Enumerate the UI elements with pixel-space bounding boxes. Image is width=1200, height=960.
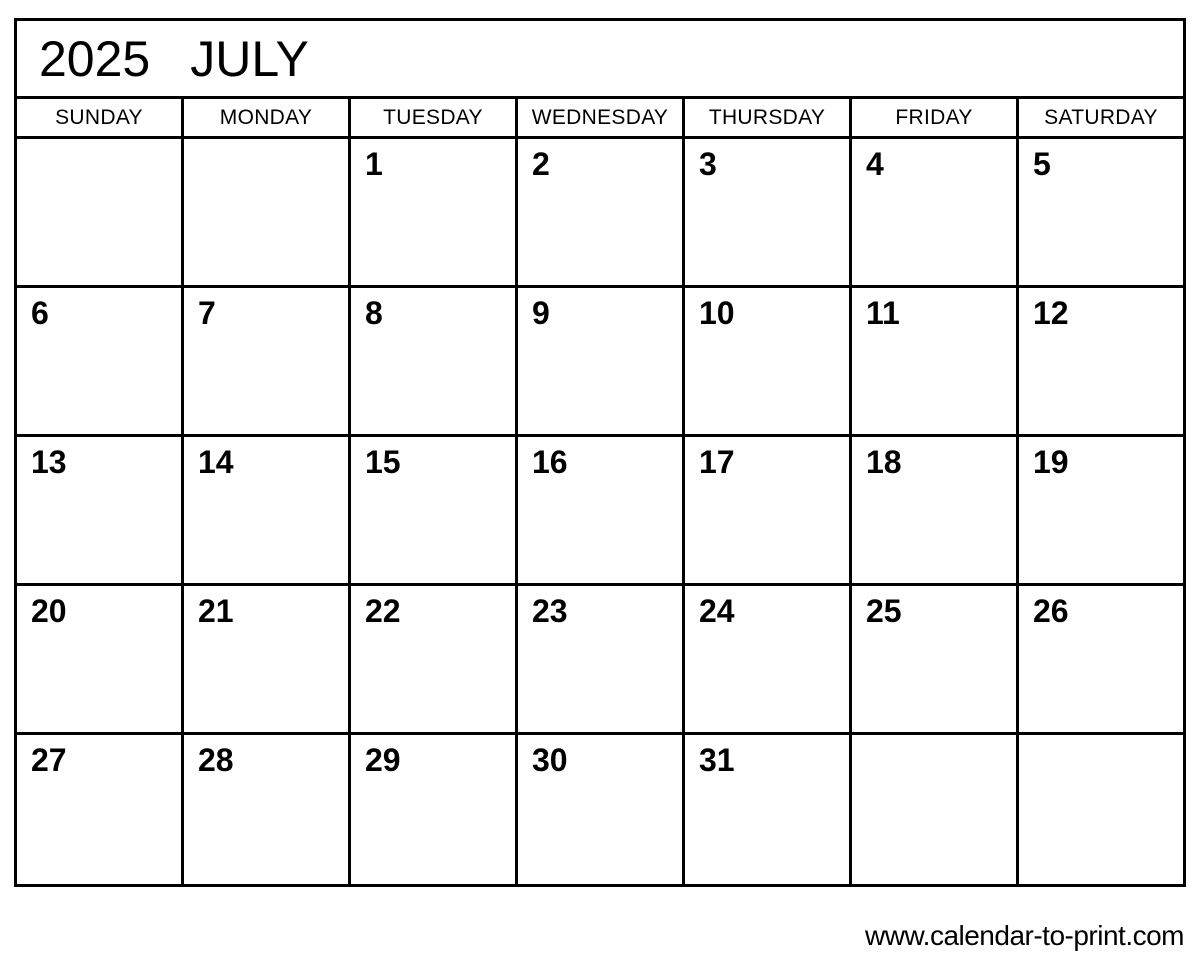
day-number: 19 [1033,444,1069,480]
day-cell[interactable] [17,437,184,583]
day-number: 12 [1033,295,1069,331]
day-number: 29 [365,742,401,778]
day-number: 5 [1033,146,1051,182]
day-number: 11 [866,295,900,331]
day-cell[interactable] [184,735,351,884]
weekday-wednesday: WEDNESDAY [518,99,685,136]
day-cell[interactable] [351,735,518,884]
day-number: 26 [1033,593,1069,629]
day-number: 27 [31,742,67,778]
day-number: 30 [532,742,568,778]
weekday-monday: MONDAY [184,99,351,136]
day-cell[interactable] [184,586,351,732]
day-cell[interactable] [1019,735,1183,884]
day-cell[interactable] [685,288,852,434]
day-number: 28 [198,742,234,778]
day-number: 18 [866,444,902,480]
day-number: 21 [198,593,234,629]
week-row [17,586,1183,735]
day-number: 31 [699,742,735,778]
day-cell[interactable] [17,139,184,285]
day-cell[interactable] [518,288,685,434]
day-number: 15 [365,444,401,480]
day-cell[interactable] [351,437,518,583]
day-cell[interactable] [1019,437,1183,583]
day-cell[interactable] [852,586,1019,732]
day-number: 14 [198,444,234,480]
day-cell[interactable] [685,437,852,583]
day-cell[interactable] [852,437,1019,583]
day-cell[interactable] [1019,288,1183,434]
day-number: 23 [532,593,568,629]
day-number: 9 [532,295,550,331]
day-number: 8 [365,295,383,331]
day-cell[interactable] [518,437,685,583]
day-cell[interactable] [17,288,184,434]
weekday-tuesday: TUESDAY [351,99,518,136]
day-cell[interactable] [685,586,852,732]
day-number: 2 [532,146,550,182]
day-cell[interactable] [351,586,518,732]
weekday-header-row [17,99,1183,139]
day-cell[interactable] [852,288,1019,434]
weekday-thursday: THURSDAY [685,99,852,136]
week-row [17,139,1183,288]
day-number: 24 [699,593,735,629]
day-number: 10 [699,295,735,331]
day-number: 4 [866,146,884,182]
weekday-friday: FRIDAY [852,99,1019,136]
day-cell[interactable] [351,139,518,285]
calendar-title [17,21,1183,99]
day-cell[interactable] [852,735,1019,884]
day-number: 6 [31,295,49,331]
day-cell[interactable] [518,586,685,732]
day-number: 13 [31,444,67,480]
day-cell[interactable] [685,139,852,285]
day-number: 25 [866,593,902,629]
day-cell[interactable] [518,139,685,285]
day-cell[interactable] [184,139,351,285]
day-cell[interactable] [1019,139,1183,285]
day-cell[interactable] [17,735,184,884]
website-footer: www.calendar-to-print.com [865,920,1184,951]
calendar-year: 2025 [39,30,151,87]
day-cell[interactable] [852,139,1019,285]
day-cell[interactable] [184,437,351,583]
day-number: 3 [699,146,717,182]
weekday-sunday: SUNDAY [17,99,184,136]
day-cell[interactable] [1019,586,1183,732]
week-row [17,735,1183,884]
day-cell[interactable] [17,586,184,732]
day-cell[interactable] [685,735,852,884]
week-row [17,437,1183,586]
day-cell[interactable] [518,735,685,884]
calendar-grid [14,18,1186,887]
day-number: 22 [365,593,401,629]
day-number: 1 [365,146,383,182]
calendar-month: JULY [190,30,309,87]
day-number: 7 [198,295,216,331]
week-row [17,288,1183,437]
day-number: 16 [532,444,568,480]
day-cell[interactable] [184,288,351,434]
day-number: 17 [699,444,735,480]
day-cell[interactable] [351,288,518,434]
weekday-saturday: SATURDAY [1044,105,1158,129]
day-number: 20 [31,593,67,629]
